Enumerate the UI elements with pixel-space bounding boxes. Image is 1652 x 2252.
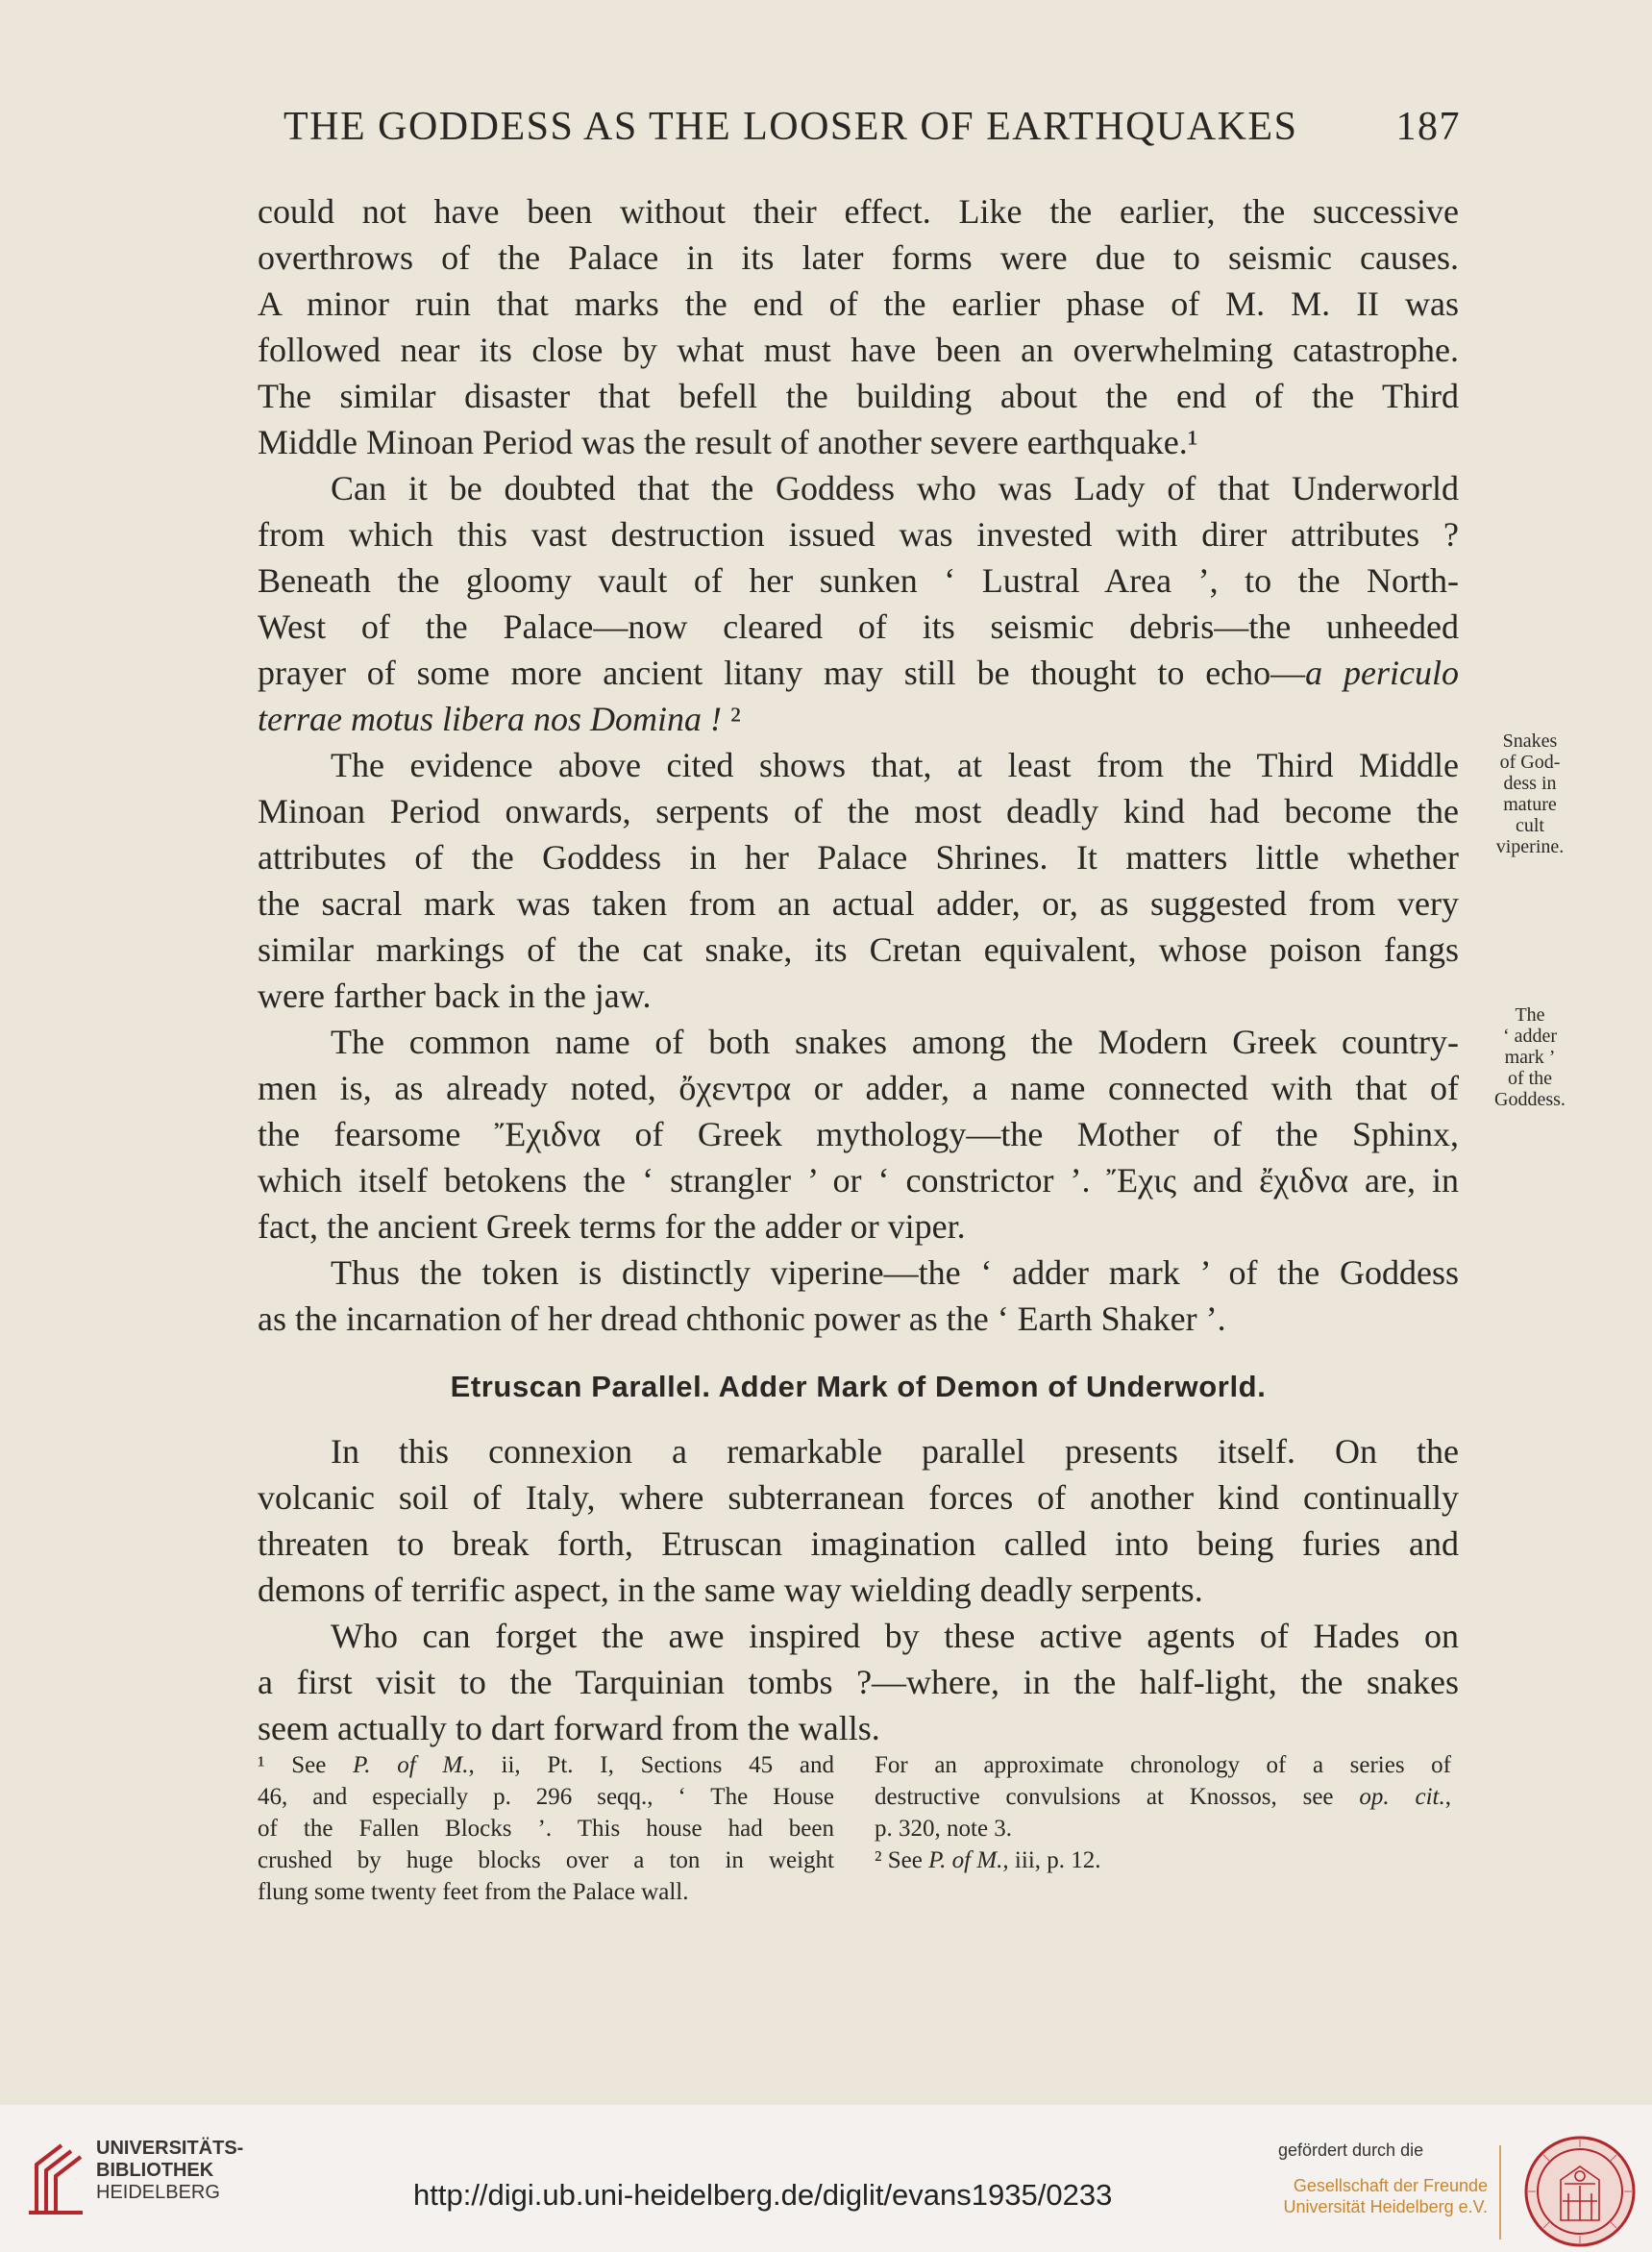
text-line: [258, 1567, 1459, 1613]
marginal-note-line: mark ’: [1504, 1047, 1556, 1068]
text-line-content: In this connexion a remarkable parallel presents itself. On the: [331, 1432, 1459, 1471]
text-line: [258, 1111, 1459, 1157]
text-line-content: prayer of some more ancient litany may still be thought to echo—: [258, 654, 1306, 692]
sponsor-name: [1278, 2175, 1488, 2217]
text-line: [258, 650, 1459, 696]
text-line-content: similar markings of the cat snake, its Cretan equivalent, whose poison fangs: [258, 930, 1459, 969]
text-line-content: Who can forget the awe inspired by these active agents of Hades on: [331, 1617, 1459, 1655]
footnote-text: 46, and especially p. 296 seqq., ‘ The House: [258, 1784, 834, 1810]
library-name-line1: UNIVERSITÄTS-: [96, 2138, 244, 2159]
marginal-note-adder-mark: [1472, 1004, 1588, 1110]
text-line-content: Can it be doubted that the Goddess who was Lady of that Underworld: [331, 469, 1459, 507]
text-line: [258, 235, 1459, 281]
text-line-content: as the incarnation of her dread chthonic power as the ‘ Earth Shaker ’.: [258, 1299, 1226, 1338]
footnote-italic: P. of M.: [928, 1847, 1003, 1873]
library-logo-icon: [23, 2140, 85, 2218]
text-line: [258, 1019, 1459, 1065]
marginal-note-line: Snakes: [1502, 730, 1558, 752]
marginal-note-line: Goddess.: [1494, 1089, 1566, 1110]
text-line-content: followed near its close by what must have been an overwhelming catastrophe.: [258, 331, 1459, 369]
footnote-line: [258, 1844, 834, 1876]
footnote-line: [875, 1781, 1451, 1813]
text-line: [258, 188, 1459, 235]
footnote-text: , iii, p. 12.: [1002, 1847, 1101, 1873]
text-line-content: Minoan Period onwards, serpents of the most deadly kind had become the: [258, 792, 1459, 830]
footnote-italic: P. of M.: [353, 1752, 469, 1778]
sponsor-name-line2: Universität Heidelberg e.V.: [1283, 2197, 1488, 2216]
text-line-italic: terrae motus libera nos Domina !: [258, 700, 722, 738]
text-line-content: threaten to break forth, Etruscan imagination called into being furies and: [258, 1524, 1459, 1563]
footnote-line: [875, 1749, 1451, 1781]
text-line: [258, 419, 1459, 465]
text-line: [258, 834, 1459, 880]
text-line-content: the fearsome Ἔχιδνα of Greek mythology—the Mother of the Sphinx,: [258, 1115, 1459, 1153]
text-line-content: which itself betokens the ‘ strangler ’ or ‘ constrictor ’. Ἔχις and ἔχιδνα are, in: [258, 1161, 1459, 1200]
text-line-content: were farther back in the jaw.: [258, 977, 652, 1015]
sponsor-divider: [1499, 2145, 1501, 2240]
text-line-content: Beneath the gloomy vault of her sunken ‘ Lustral Area ’, to the North-: [258, 561, 1459, 600]
text-line-content: could not have been without their effect. Like the earlier, the successive: [258, 192, 1459, 231]
text-line-content: West of the Palace—now cleared of its seismic debris—the unheeded: [258, 607, 1459, 646]
page-number: 187: [1395, 105, 1461, 149]
footnote-line: [258, 1781, 834, 1813]
footnote-text: ¹ See: [258, 1752, 354, 1778]
text-line: [258, 1203, 1459, 1250]
marginal-note-snakes: [1472, 730, 1588, 857]
library-name-line3: HEIDELBERG: [96, 2182, 220, 2203]
text-line: [258, 880, 1459, 927]
text-line: [258, 1705, 1459, 1751]
text-line: [258, 1659, 1459, 1705]
text-line: [258, 1428, 1459, 1474]
text-line: [258, 465, 1459, 511]
permalink-url[interactable]: http://digi.ub.uni-heidelberg.de/diglit/evans1935/0233: [413, 2178, 1113, 2212]
footnote-text: ,: [1444, 1784, 1451, 1810]
text-line: [258, 742, 1459, 788]
text-line-content: the sacral mark was taken from an actual adder, or, as suggested from very: [258, 884, 1459, 923]
marginal-note-line: of the: [1507, 1068, 1553, 1089]
sponsor-label: gefördert durch die: [1278, 2141, 1424, 2160]
text-line: [258, 1521, 1459, 1567]
footnote-text: p. 320, note 3.: [875, 1816, 1013, 1842]
footnote-italic: op. cit.: [1359, 1784, 1445, 1810]
text-line-content: A minor ruin that marks the end of the earlier phase of M. M. II was: [258, 285, 1459, 323]
text-line-content: seem actually to dart forward from the walls.: [258, 1709, 880, 1747]
text-line-content: overthrows of the Palace in its later forms were due to seismic causes.: [258, 238, 1459, 277]
marginal-note-line: dess in: [1503, 773, 1557, 794]
text-line: [258, 788, 1459, 834]
footnote-text: destructive convulsions at Knossos, see: [875, 1784, 1360, 1810]
footnote-ref: ²: [721, 700, 741, 738]
marginal-note-line: viperine.: [1495, 836, 1565, 857]
text-line: [258, 604, 1459, 650]
text-line-content: The common name of both snakes among the Modern Greek country-: [331, 1023, 1459, 1061]
footnote-line: [875, 1813, 1451, 1844]
text-line-italic: a periculo: [1305, 654, 1459, 692]
text-line-content: fact, the ancient Greek terms for the adder or viper.: [258, 1207, 966, 1246]
text-line: [258, 327, 1459, 373]
text-line: [258, 557, 1459, 604]
text-line-content: from which this vast destruction issued was invested with direr attributes ?: [258, 515, 1459, 554]
text-line-content: attributes of the Goddess in her Palace Shrines. It matters little whether: [258, 838, 1459, 877]
text-line: [258, 1157, 1459, 1203]
text-line-content: The evidence above cited shows that, at least from the Third Middle: [331, 746, 1459, 784]
university-seal-icon: [1522, 2134, 1638, 2249]
footnote-line: [258, 1813, 834, 1844]
library-name-line2: BIBLIOTHEK: [96, 2160, 214, 2181]
footnote-text: flung some twenty feet from the Palace wall.: [258, 1879, 689, 1905]
footnote-line: [258, 1876, 834, 1908]
library-name: [96, 2138, 243, 2204]
footnote-text: crushed by huge blocks over a ton in weight: [258, 1847, 834, 1873]
footnote-line: [258, 1749, 834, 1781]
section-heading: Etruscan Parallel. Adder Mark of Demon of Underworld.: [450, 1370, 1267, 1403]
footnote-text: ² See: [875, 1847, 929, 1873]
text-line: [258, 1296, 1459, 1342]
footnote-text: For an approximate chronology of a series of: [875, 1752, 1451, 1778]
footnotes-left-column: [258, 1749, 834, 1908]
footnote-line: [875, 1844, 1451, 1876]
text-line: [258, 1613, 1459, 1659]
text-line: [258, 696, 1459, 742]
marginal-note-line: cult: [1516, 815, 1544, 836]
marginal-note-line: ‘ adder: [1502, 1026, 1558, 1047]
running-head: [284, 104, 1461, 150]
text-line-content: volcanic soil of Italy, where subterranean forces of another kind continually: [258, 1478, 1459, 1517]
marginal-note-line: mature: [1503, 794, 1557, 815]
text-line-content: men is, as already noted, ὄχεντρα or adder, a name connected with that of: [258, 1069, 1459, 1107]
running-head-title: THE GODDESS AS THE LOOSER OF EARTHQUAKES: [284, 105, 1298, 149]
text-line: [258, 281, 1459, 327]
text-line-content: a first visit to the Tarquinian tombs ?—where, in the half-light, the snakes: [258, 1663, 1459, 1701]
footnote-text: , ii, Pt. I, Sections 45 and: [468, 1752, 834, 1778]
marginal-note-line: of God-: [1499, 752, 1561, 773]
text-line: [258, 927, 1459, 973]
text-line-content: demons of terrific aspect, in the same way wielding deadly serpents.: [258, 1571, 1203, 1609]
sponsor-name-line1: Gesellschaft der Freunde: [1293, 2176, 1488, 2195]
text-line-content: Thus the token is distinctly viperine—the ‘ adder mark ’ of the Goddess: [331, 1253, 1459, 1292]
marginal-note-line: The: [1515, 1004, 1545, 1026]
text-line: [258, 1250, 1459, 1296]
text-line: [258, 373, 1459, 419]
text-line-content: Middle Minoan Period was the result of another severe earthquake.¹: [258, 423, 1198, 461]
text-line: [258, 1065, 1459, 1111]
footnotes-right-column: [875, 1749, 1451, 1876]
footnote-text: of the Fallen Blocks ’. This house had been: [258, 1816, 834, 1842]
text-line: [258, 1474, 1459, 1521]
text-line-content: The similar disaster that befell the building about the end of the Third: [258, 377, 1459, 415]
text-line: [258, 973, 1459, 1019]
text-line: [258, 511, 1459, 557]
